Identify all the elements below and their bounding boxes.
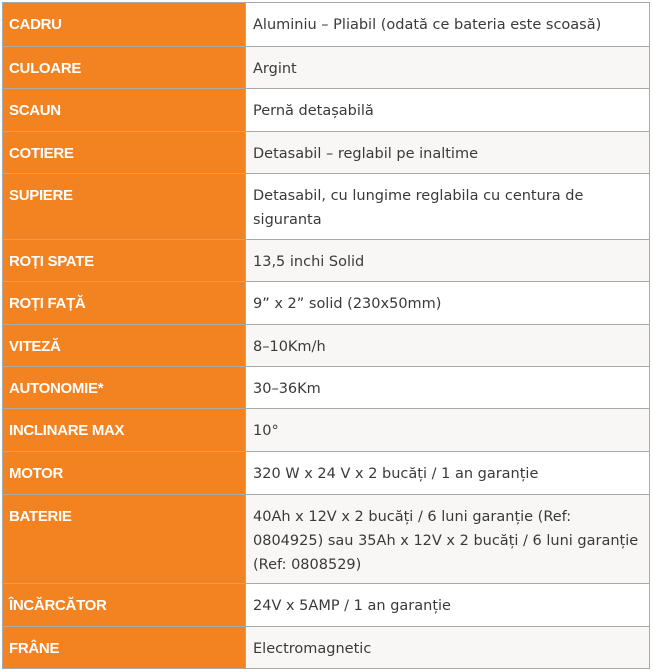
table-row xyxy=(3,409,650,452)
table-row xyxy=(3,495,650,584)
spec-value-autonomy: 30–36Km xyxy=(246,367,650,409)
spec-label-battery: BATERIE xyxy=(3,495,246,584)
table-row xyxy=(3,584,650,627)
table-row xyxy=(3,240,650,282)
spec-label-frame: CADRU xyxy=(3,3,246,47)
table-row xyxy=(3,3,650,47)
spec-value-motor: 320 W x 24 V x 2 bucăți / 1 an garanție xyxy=(246,452,650,495)
spec-label-brakes: FRÂNE xyxy=(3,627,246,669)
spec-label-charger: ÎNCĂRCĂTOR xyxy=(3,584,246,627)
table-row xyxy=(3,282,650,325)
spec-label-footrests: SUPIERE xyxy=(3,174,246,240)
spec-value-rear-wheels: 13,5 inchi Solid xyxy=(246,240,650,282)
spec-value-color: Argint xyxy=(246,47,650,89)
table-row xyxy=(3,47,650,89)
spec-value-seat: Pernă detașabilă xyxy=(246,89,650,132)
spec-value-front-wheels: 9” x 2” solid (230x50mm) xyxy=(246,282,650,325)
table-row xyxy=(3,174,650,240)
spec-label-autonomy: AUTONOMIE* xyxy=(3,367,246,409)
spec-value-footrests: Detasabil, cu lungime reglabila cu centura de siguranta xyxy=(246,174,650,240)
spec-label-speed: VITEZĂ xyxy=(3,325,246,367)
spec-label-max-incline: INCLINARE MAX xyxy=(3,409,246,452)
spec-table xyxy=(2,2,650,669)
table-row xyxy=(3,325,650,367)
table-row xyxy=(3,452,650,495)
spec-value-frame: Aluminiu – Pliabil (odată ce bateria este scoasă) xyxy=(246,3,650,47)
spec-value-max-incline: 10° xyxy=(246,409,650,452)
spec-value-speed: 8–10Km/h xyxy=(246,325,650,367)
spec-label-armrests: COTIERE xyxy=(3,132,246,174)
spec-label-rear-wheels: ROȚI SPATE xyxy=(3,240,246,282)
spec-label-seat: SCAUN xyxy=(3,89,246,132)
spec-value-armrests: Detasabil – reglabil pe inaltime xyxy=(246,132,650,174)
spec-value-brakes: Electromagnetic xyxy=(246,627,650,669)
spec-label-front-wheels: ROȚI FAȚĂ xyxy=(3,282,246,325)
table-row xyxy=(3,89,650,132)
spec-value-battery: 40Ah x 12V x 2 bucăți / 6 luni garanție (Ref: 0804925) sau 35Ah x 12V x 2 bucăți / 6 luni garanție (Ref: 0808529) xyxy=(246,495,650,584)
table-row xyxy=(3,627,650,669)
spec-label-color: CULOARE xyxy=(3,47,246,89)
table-row xyxy=(3,132,650,174)
spec-label-motor: MOTOR xyxy=(3,452,246,495)
spec-value-charger: 24V x 5AMP / 1 an garanție xyxy=(246,584,650,627)
table-row xyxy=(3,367,650,409)
